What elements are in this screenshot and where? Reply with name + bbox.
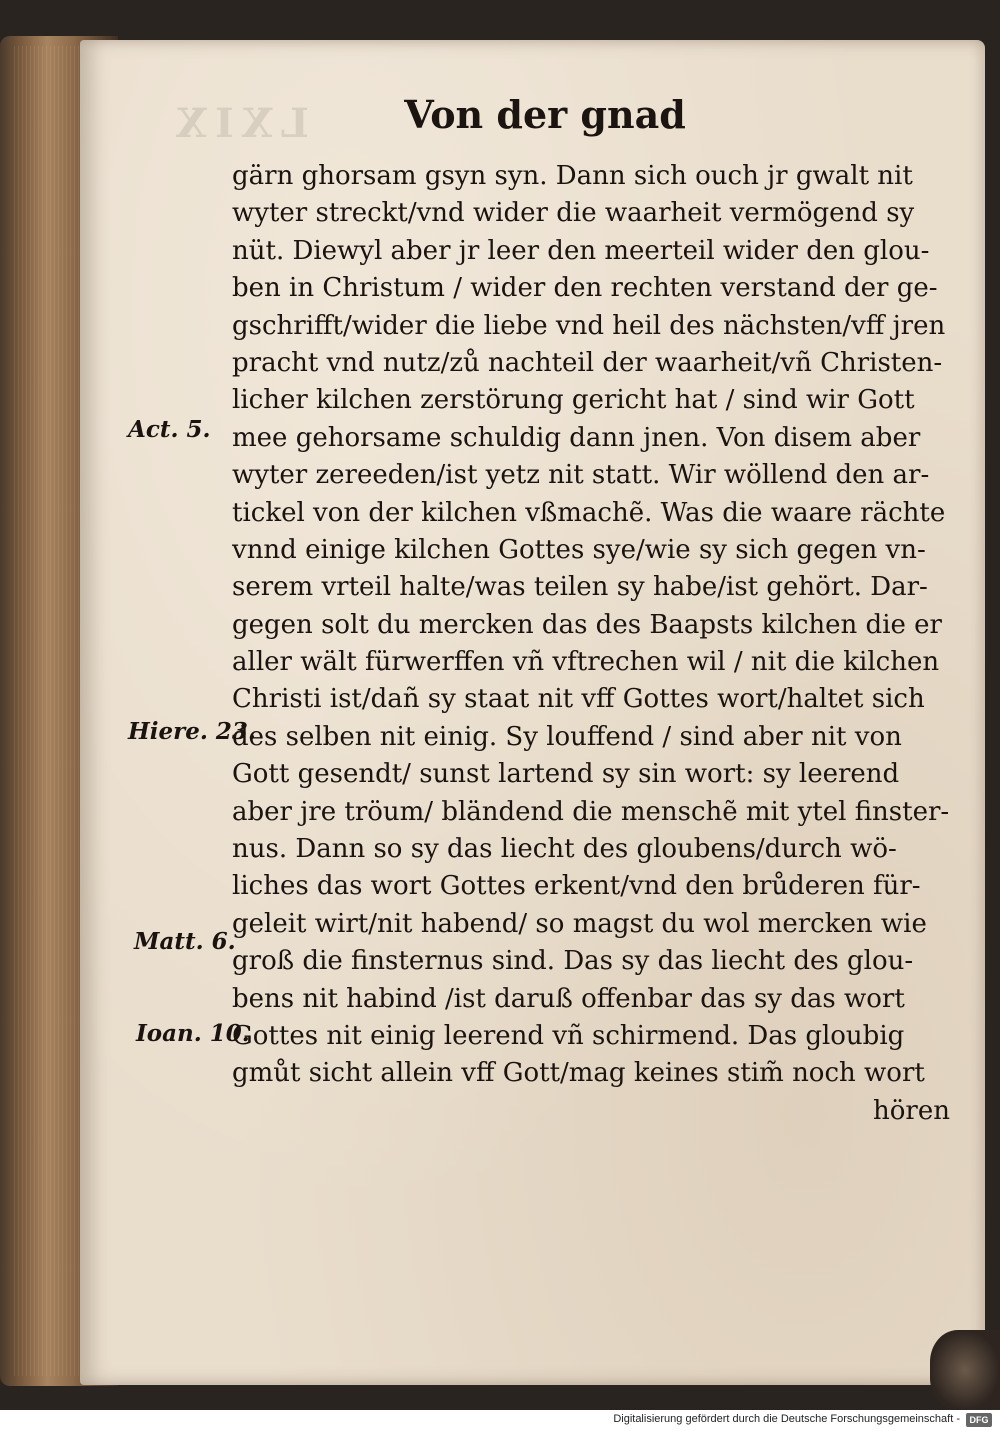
text-line: tickel von der kilchen vßmachẽ. Was die waare rächte — [232, 497, 946, 528]
text-line: Gottes nit einig leerend vñ schirmend. Das gloubig — [232, 1020, 905, 1051]
marginal-note-ioan: Ioan. 10. — [136, 1020, 250, 1047]
text-line: serem vrteil halte/was teilen sy habe/ist gehört. Dar- — [232, 572, 928, 603]
text-line: mee gehorsame schuldig dann jnen. Von disem aber — [232, 422, 921, 453]
footer-bar — [0, 1410, 1000, 1431]
text-line: ben in Christum / wider den rechten verstand der ge- — [232, 273, 938, 304]
text-line: liches das wort Gottes erkent/vnd den brůderen für- — [232, 871, 921, 902]
text-line: nüt. Diewyl aber jr leer den meerteil wider den glou- — [232, 235, 930, 266]
running-title: Von der gnad — [404, 92, 686, 137]
text-line: bens nit habind /ist daruß offenbar das sy das wort — [232, 983, 905, 1014]
text-line: licher kilchen zerstörung gericht hat / sind wir Gott — [232, 385, 915, 416]
text-line: Christi ist/dañ sy staat nit vff Gottes wort/haltet sich — [232, 684, 925, 715]
body-text — [232, 158, 960, 1130]
text-line: Gott gesendt/ sunst lartend sy sin wort: sy leerend — [232, 759, 900, 790]
text-line: aber jre tröum/ bländend die menschẽ mit ytel finster- — [232, 796, 950, 827]
dfg-logo: DFG — [966, 1413, 992, 1427]
text-line: gegen solt du mercken das des Baapsts kilchen die er — [232, 609, 942, 640]
text-line: des selben nit einig. Sy louffend / sind aber nit von — [232, 721, 902, 752]
text-line: vnnd einige kilchen Gottes sye/wie sy sich gegen vn- — [232, 534, 926, 565]
text-line: gärn ghorsam gsyn syn. Dann sich ouch jr gwalt nit — [232, 161, 913, 191]
text-line: groß die finsternus sind. Das sy das liecht des glou- — [232, 946, 914, 977]
catchword: hören — [873, 1095, 950, 1126]
text-line: aller wält fürwerffen vñ vftrechen wil / nit die kilchen — [232, 647, 940, 678]
book-clasp — [930, 1330, 1000, 1410]
text-line: wyter zereeden/ist yetz nit statt. Wir wöllend den ar- — [232, 460, 930, 491]
funding-notice: Digitalisierung gefördert durch die Deutsche Forschungsgemeinschaft - — [613, 1413, 960, 1425]
text-line: gmůt sicht allein vff Gott/mag keines stim̃ noch wort — [232, 1058, 925, 1089]
text-line: gschrifft/wider die liebe vnd heil des nächsten/vff jren — [232, 310, 946, 341]
text-line: nus. Dann so sy das liecht des gloubens/durch wö- — [232, 834, 897, 865]
marginal-note-hiere: Hiere. 23. — [128, 718, 256, 745]
text-line: geleit wirt/nit habend/ so magst du wol mercken wie — [232, 908, 927, 939]
marginal-note-act: Act. 5. — [128, 416, 211, 443]
text-line: pracht vnd nutz/zů nachteil der waarheit/vñ Christen- — [232, 347, 943, 378]
marginal-note-matt: Matt. 6. — [134, 928, 236, 955]
text-line: wyter streckt/vnd wider die waarheit vermögend sy — [232, 198, 915, 229]
show-through-folio-number: LXIX — [168, 100, 309, 147]
